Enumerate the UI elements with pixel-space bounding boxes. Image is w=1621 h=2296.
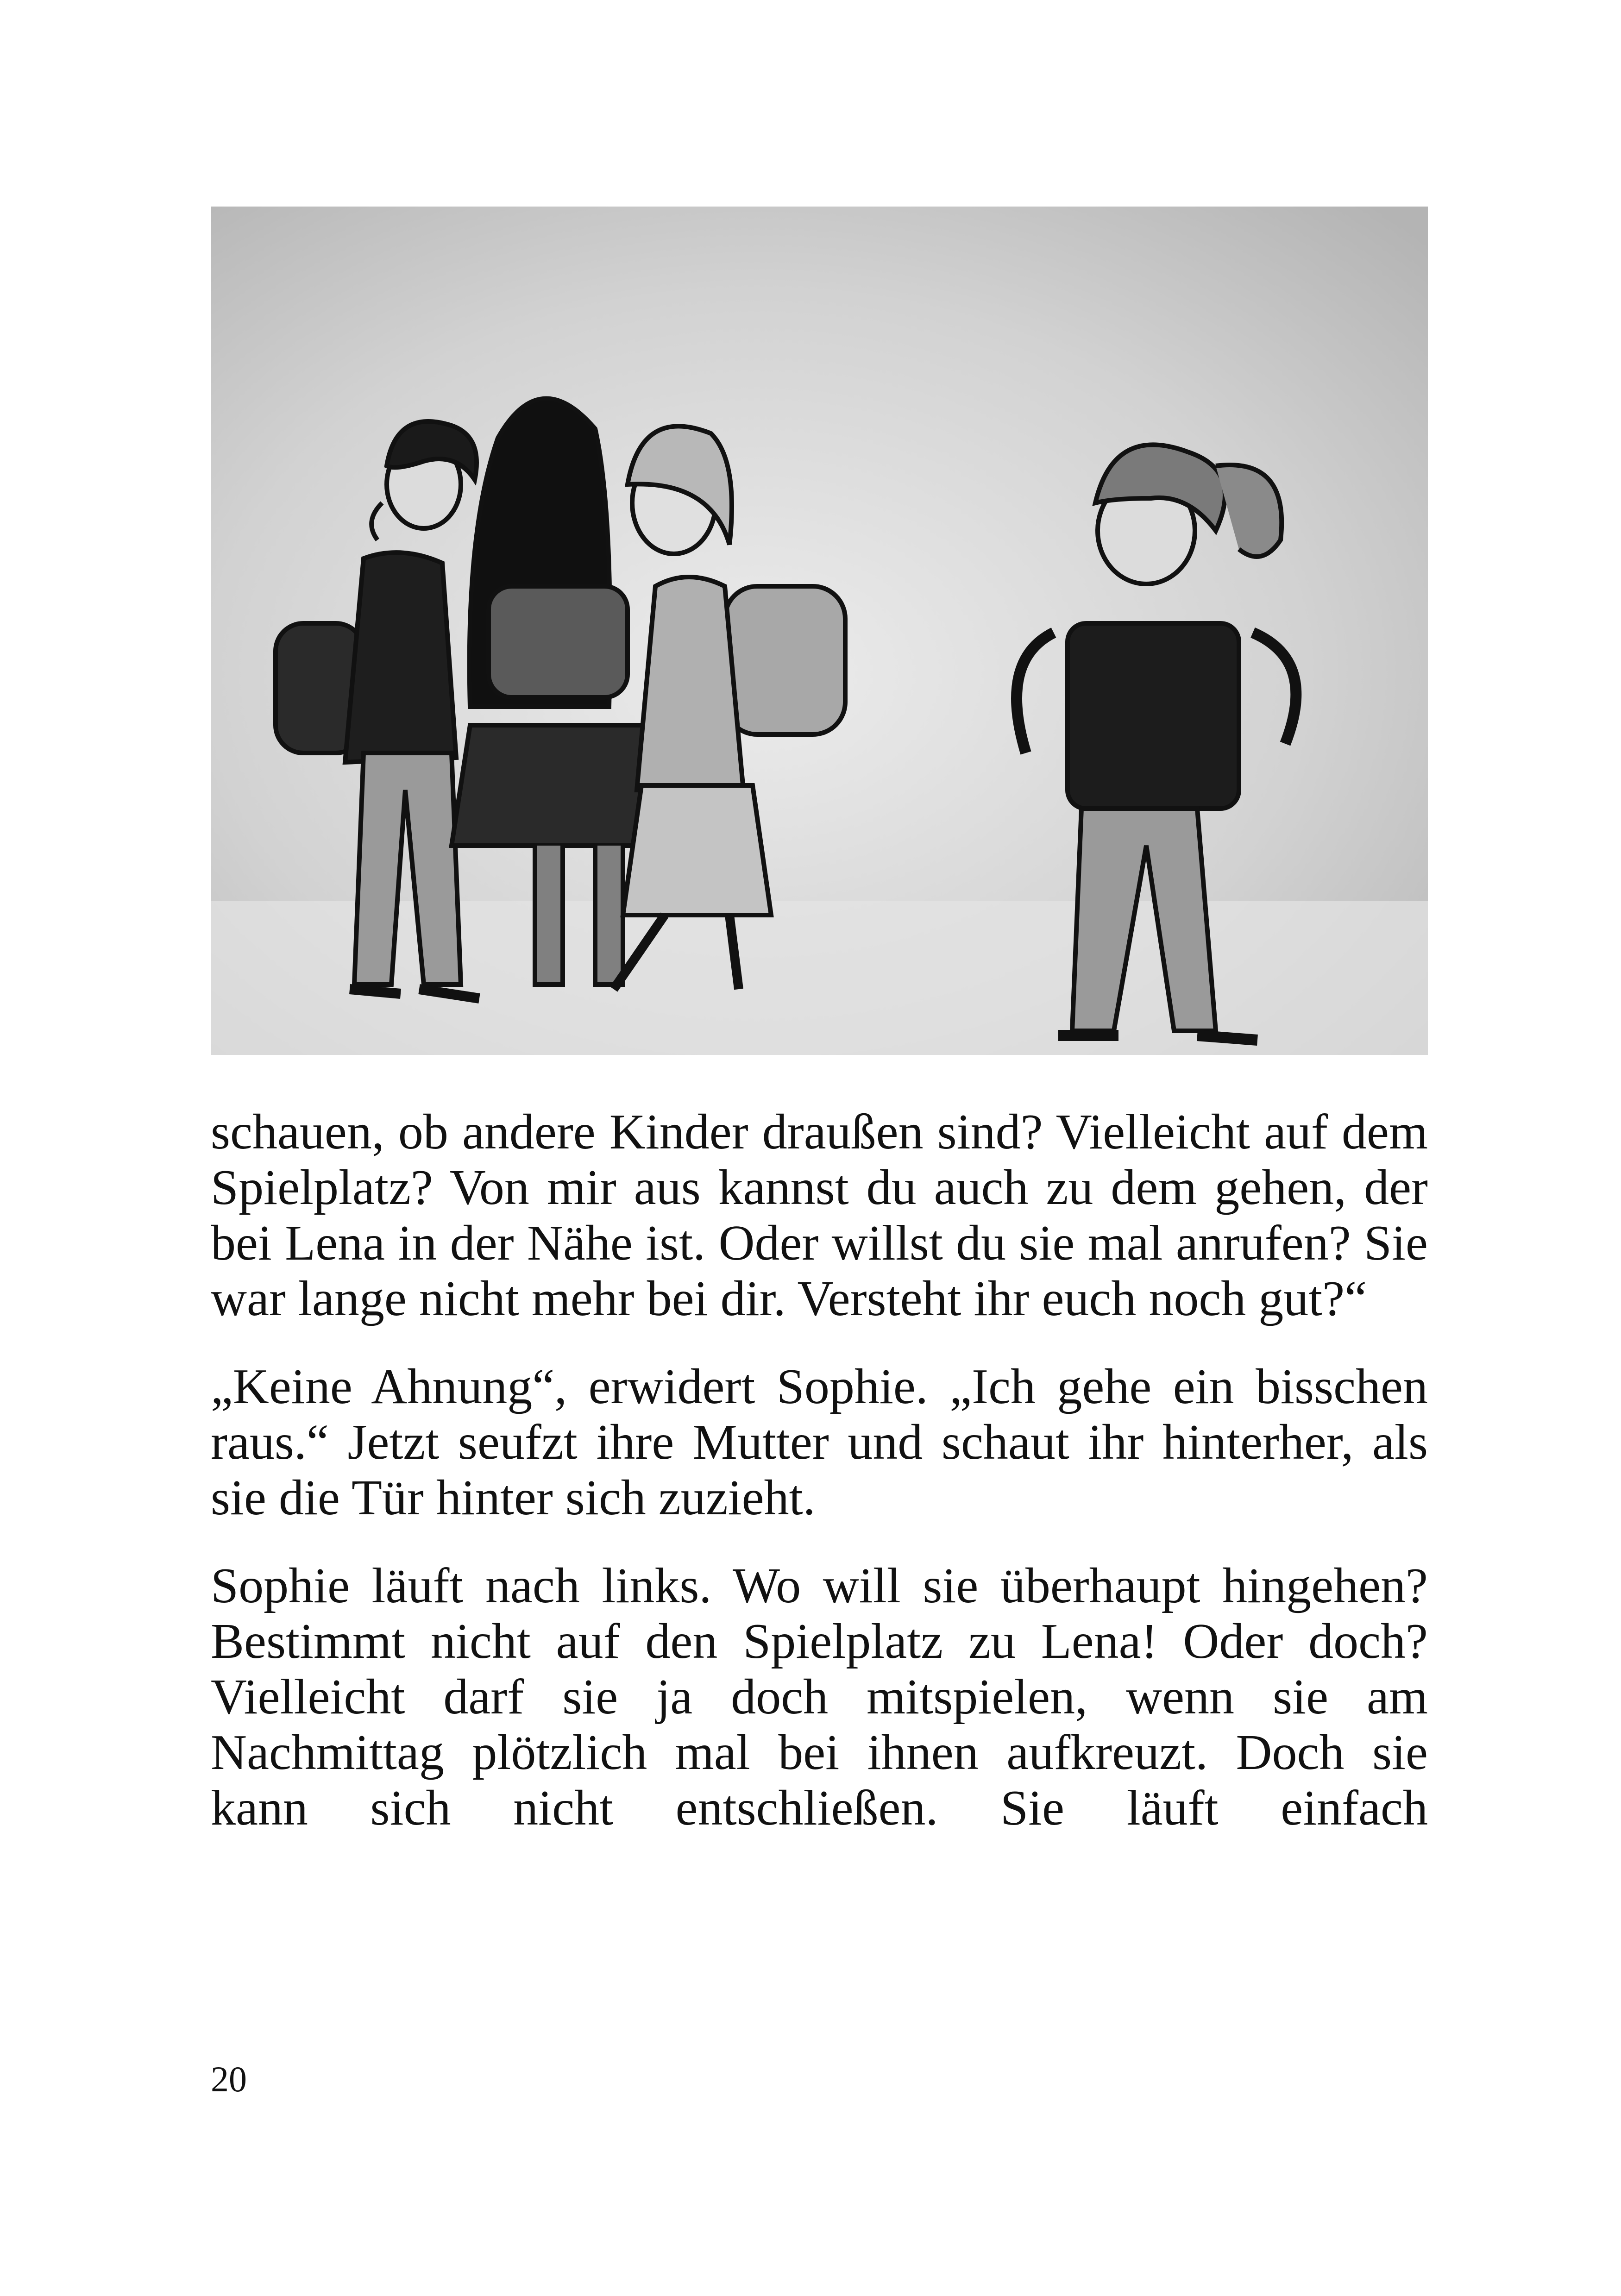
paragraph: schauen, ob andere Kinder draußen sind? Vielleicht auf dem Spielplatz? Von mir aus kannst du auch zu dem gehen, der bei Lena in der Nähe ist. Oder willst du sie mal anrufen? Sie war lange nicht mehr bei dir. Versteht ihr euch noch gut?“: [211, 1104, 1428, 1326]
page-number: 20: [211, 2059, 247, 2099]
paragraph: Sophie läuft nach links. Wo will sie überhaupt hingehen? Bestimmt nicht auf den Spielplatz zu Lena! Oder doch? Vielleicht darf sie ja doch mitspielen, wenn sie am Nachmittag plötzlich mal bei ihnen aufkreuzt. Doch sie kann sich nicht entschließen. Sie läuft einfach: [211, 1558, 1428, 1836]
book-illustration: [211, 207, 1428, 1055]
body-text: [211, 1104, 1428, 1869]
illustration-sketch: [211, 207, 1428, 1055]
paragraph: „Keine Ahnung“, erwidert Sophie. „Ich gehe ein bisschen raus.“ Jetzt seufzt ihre Mutter und schaut ihr hinterher, als sie die Tür hinter sich zuzieht.: [211, 1359, 1428, 1525]
